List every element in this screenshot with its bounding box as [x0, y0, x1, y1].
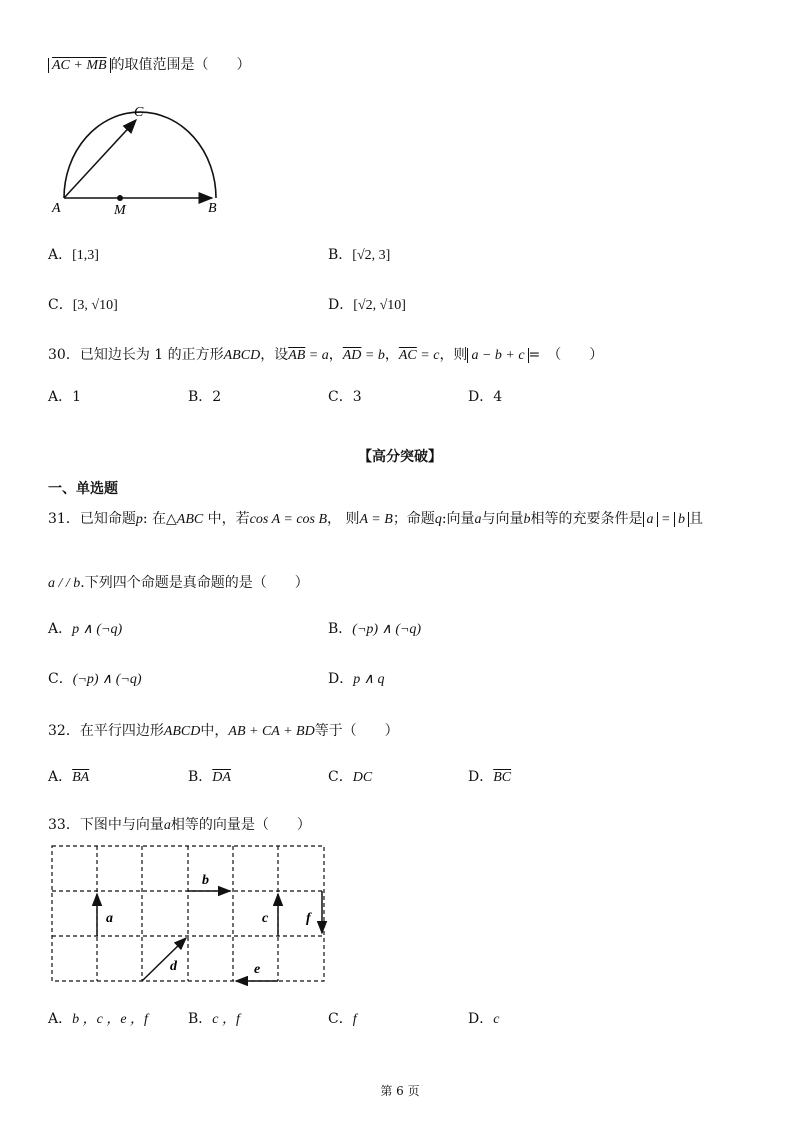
label-vec-b: b [202, 873, 209, 888]
vec-ad: $\overline{AD}$ [342, 348, 362, 363]
label-a: A [52, 201, 61, 216]
q30-option-b[interactable]: B．2 [188, 389, 222, 405]
q33-grid-figure [48, 844, 330, 986]
label-c: C [134, 105, 144, 120]
page-number: 第 6 页 [380, 1084, 420, 1098]
q29-stem [48, 56, 251, 75]
q29-semicircle-figure [48, 100, 238, 220]
dashed-grid [52, 846, 324, 981]
vec-ac: $\overline{AC}$ [398, 348, 417, 363]
q32-option-c[interactable]: C．DC [328, 769, 373, 785]
point-m [117, 195, 123, 201]
q31-stem-line2: a / / b.下列四个命题是真命题的是（ ） [48, 575, 309, 591]
q33-option-c[interactable]: C．f [328, 1011, 357, 1027]
q33-stem: 33．下图中与向量a相等的向量是（ ） [48, 817, 311, 833]
semicircle-arc [64, 112, 216, 198]
label-vec-e: e [254, 962, 261, 977]
label-vec-f: f [306, 911, 311, 926]
q29-option-b[interactable]: B．[√2, 3] [328, 247, 391, 263]
section-title: 【高分突破】 [358, 449, 442, 465]
q30-abs-expr: a − b + c [467, 348, 528, 363]
q29-option-d[interactable]: D．[√2, √10] [328, 297, 406, 313]
q31-option-d[interactable]: D．p ∧ q [328, 671, 385, 687]
q32-option-d[interactable]: D．$\overline{BC}$ [468, 769, 512, 785]
q31-option-a[interactable]: A．p ∧ (¬q) [48, 621, 123, 637]
q30-option-a[interactable]: A．1 [48, 389, 82, 405]
vector-ac [64, 120, 136, 198]
q32-stem: 32．在平行四边形ABCD中，AB + CA + BD等于（ ） [48, 723, 399, 739]
q31-option-c[interactable]: C．(¬p) ∧ (¬q) [48, 671, 142, 687]
q33-option-a[interactable]: A．b ，c ，e ，f [48, 1011, 148, 1027]
q30-option-c[interactable]: C．3 [328, 389, 362, 405]
q33-option-b[interactable]: B．c ，f [188, 1011, 240, 1027]
q31-stem: 31．已知命题p: 在△ABC 中，若cos A = cos B， 则A = B；命题q:向量a与向量b相等的充要条件是 a = b 且 [48, 511, 703, 527]
label-vec-d: d [170, 959, 177, 974]
label-vec-a: a [106, 911, 113, 926]
vector-d [142, 938, 186, 981]
q29-abs-expr: AC + MB [48, 58, 111, 73]
q33-option-d[interactable]: D．c [468, 1011, 500, 1027]
subsection-title: 一、单选题 [48, 481, 118, 497]
label-m: M [114, 203, 126, 218]
q29-stem-tail: 的取值范围是（ ） [110, 57, 251, 73]
q29-option-c[interactable]: C．[3, √10] [48, 297, 118, 313]
label-vec-c: c [262, 911, 269, 926]
vec-ab: $\overline{AB}$ [288, 348, 306, 363]
q29-option-a[interactable]: A．[1,3] [48, 247, 99, 263]
q32-option-a[interactable]: A．$\overline{BA}$ [48, 769, 90, 785]
q30-stem: 30．已知边长为 1 的正方形ABCD，设$\overline{AB} = a$，$\overline{AD} = b$，$\overline{AC} = c$，则 a − b + c = （ ） [48, 347, 604, 363]
q32-option-b[interactable]: B．$\overline{DA}$ [188, 769, 231, 785]
q31-option-b[interactable]: B．(¬p) ∧ (¬q) [328, 621, 422, 637]
label-b: B [208, 201, 217, 216]
q30-option-d[interactable]: D．4 [468, 389, 503, 405]
